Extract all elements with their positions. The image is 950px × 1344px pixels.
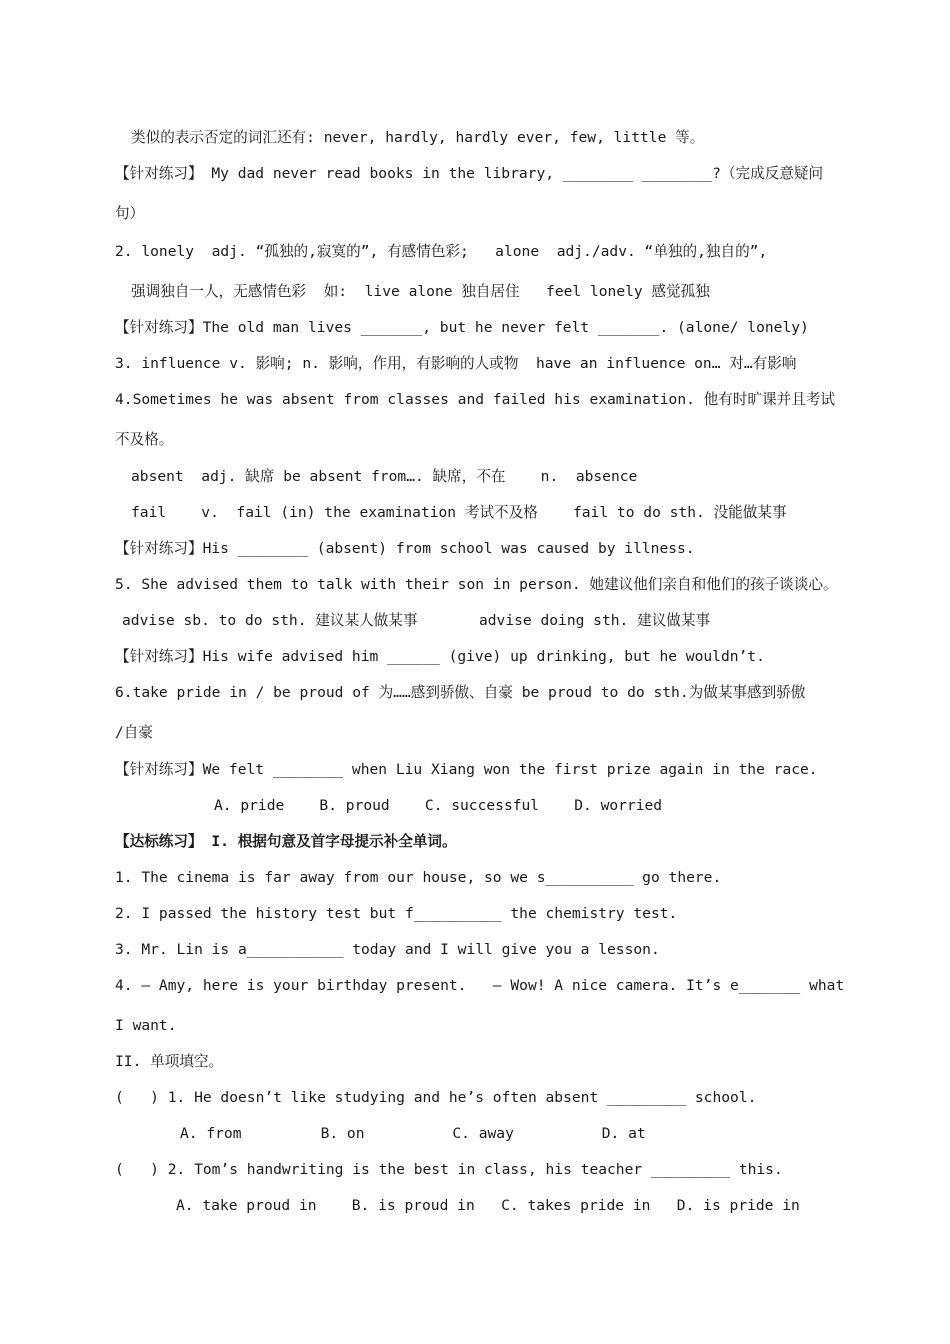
line-exercise-3: 3. Mr. Lin is a___________ today and I will give you a lesson. <box>115 941 660 958</box>
line-negative-words: 类似的表示否定的词汇还有: never, hardly, hardly ever, few, little 等。 <box>131 129 705 146</box>
line-practice-alone-lonely: 【针对练习】The old man lives _______, but he never felt _______. (alone/ lonely) <box>115 319 809 336</box>
line-sometimes-absent: 4.Sometimes he was absent from classes and failed his examination. 他有时旷课并且考试 <box>115 391 836 408</box>
line-failed-exam: 不及格。 <box>115 431 174 448</box>
line-choice-2-options: A. take proud in B. is proud in C. takes pride in D. is pride in <box>176 1197 800 1214</box>
line-lonely-alone: 2. lonely adj. “孤独的,寂寞的”, 有感情色彩; alone adj./adv. “单独的,独自的”, <box>115 243 768 260</box>
line-practice-tag-question: 【针对练习】 My dad never read books in the library, ________ ________?（完成反意疑问 <box>115 165 824 182</box>
line-influence: 3. influence v. 影响; n. 影响，作用，有影响的人或物 have an influence on… 对…有影响 <box>115 355 797 372</box>
line-absent-definition: absent adj. 缺席 be absent from…. 缺席，不在 n. absence <box>131 468 638 485</box>
line-tag-question-end: 句） <box>115 205 145 222</box>
line-standard-practice-heading: 【达标练习】 I. 根据句意及首字母提示补全单词。 <box>115 833 457 850</box>
line-alone-emphasis: 强调独自一人，无感情色彩 如: live alone 独自居住 feel lonely 感觉孤独 <box>131 283 710 300</box>
line-practice-pride: 【针对练习】We felt ________ when Liu Xiang won the first prize again in the race. <box>115 761 818 778</box>
line-exercise-1: 1. The cinema is far away from our house, so we s__________ go there. <box>115 869 722 886</box>
line-exercise-4: 4. — Amy, here is your birthday present. — Wow! A nice camera. It’s e_______ what <box>115 977 845 994</box>
line-choice-1-options: A. from B. on C. away D. at <box>180 1125 646 1142</box>
line-take-pride: 6.take pride in / be proud of 为……感到骄傲、自豪 be proud to do sth.为做某事感到骄傲 <box>115 684 806 701</box>
line-section-ii-heading: II. 单项填空。 <box>115 1053 224 1070</box>
line-fail-definition: fail v. fail (in) the examination 考试不及格 fail to do sth. 没能做某事 <box>131 504 787 521</box>
line-practice-absence: 【针对练习】His ________ (absent) from school was caused by illness. <box>115 540 695 557</box>
line-advise-usage: advise sb. to do sth. 建议某人做某事 advise doing sth. 建议做某事 <box>122 612 711 629</box>
line-proud-end: /自豪 <box>115 724 153 741</box>
line-choice-2: ( ) 2. Tom’s handwriting is the best in class, his teacher _________ this. <box>115 1161 783 1178</box>
line-exercise-4-end: I want. <box>115 1017 177 1034</box>
line-exercise-2: 2. I passed the history test but f__________ the chemistry test. <box>115 905 678 922</box>
line-advised: 5. She advised them to talk with their son in person. 她建议他们亲自和他们的孩子谈谈心。 <box>115 576 838 593</box>
line-choice-1: ( ) 1. He doesn’t like studying and he’s often absent _________ school. <box>115 1089 757 1106</box>
line-practice-advise: 【针对练习】His wife advised him ______ (give) up drinking, but he wouldn’t. <box>115 648 765 665</box>
line-pride-options: A. pride B. proud C. successful D. worried <box>214 797 663 814</box>
